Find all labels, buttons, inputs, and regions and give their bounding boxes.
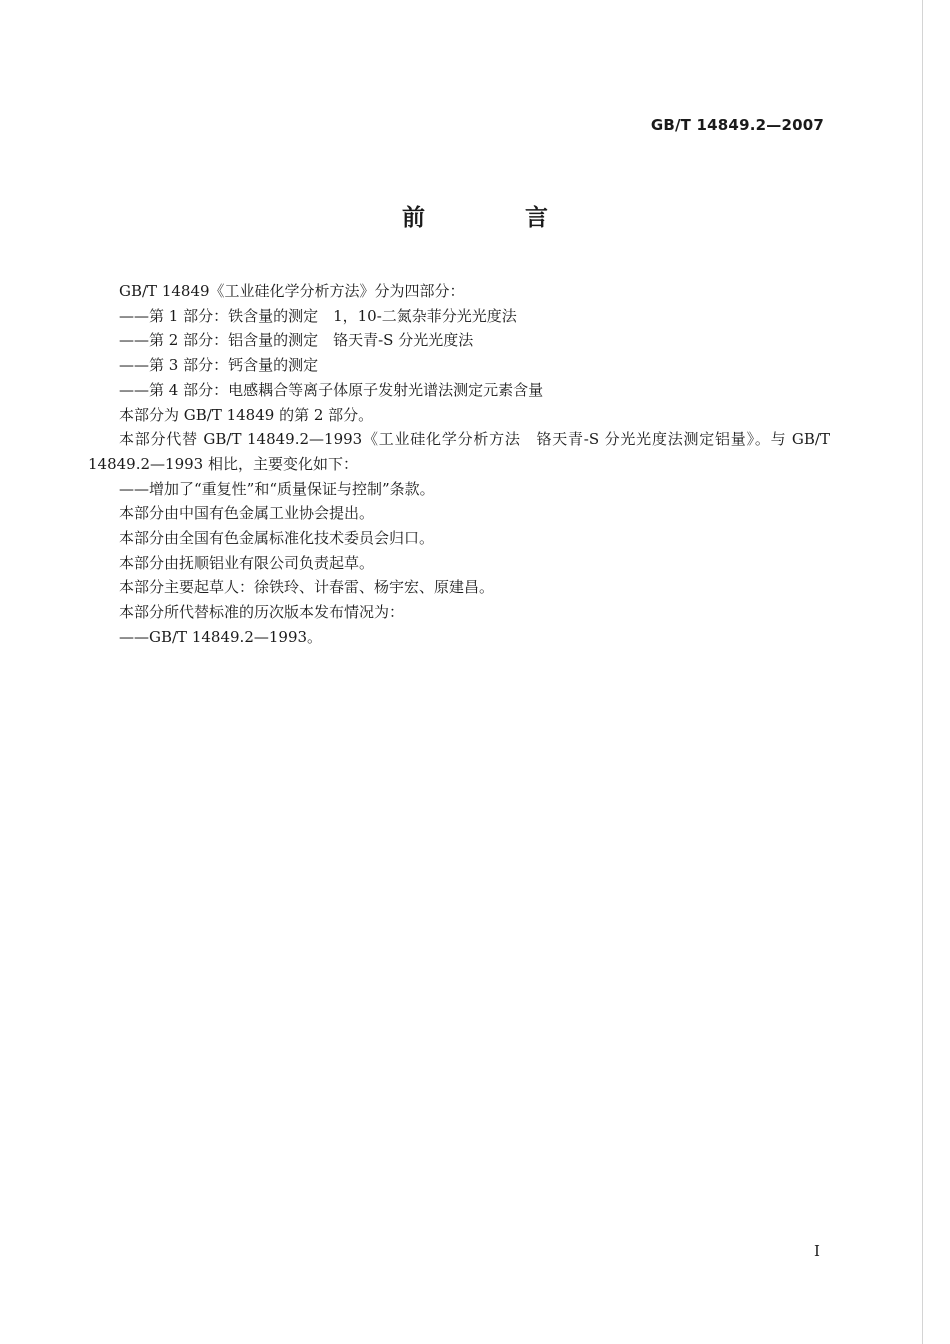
list-item-part-1: ——第 1 部分：铁含量的测定 1，10-二氮杂菲分光光度法 xyxy=(119,306,517,325)
page-title: 前 言 xyxy=(401,205,594,231)
list-item-part-3: ——第 3 部分：钙含量的测定 xyxy=(119,356,319,375)
list-item-part-2: ——第 2 部分：铝含量的测定 铬天青-S 分光光度法 xyxy=(119,331,474,350)
paragraph-intro: GB/T 14849《工业硅化学分析方法》分为四部分： xyxy=(119,282,465,300)
page-number: I xyxy=(814,1242,820,1260)
document-code: GB/T 14849.2—2007 xyxy=(650,116,824,134)
foreword-body xyxy=(88,279,830,650)
paragraph-proposed-by: 本部分由中国有色金属工业协会提出。 xyxy=(119,504,375,523)
list-item-part-4: ——第 4 部分：电感耦合等离子体原子发射光谱法测定元素含量 xyxy=(119,380,544,399)
paragraph-drafters: 本部分主要起草人：徐铁玲、计春雷、杨宇宏、原建昌。 xyxy=(119,578,495,597)
paragraph-this-part: 本部分为 GB/T 14849 的第 2 部分。 xyxy=(119,405,374,424)
paragraph-drafted-by: 本部分由抚顺铝业有限公司负责起草。 xyxy=(119,553,375,572)
list-item-change: ——增加了“重复性”和“质量保证与控制”条款。 xyxy=(119,479,435,498)
paragraph-centralized-by: 本部分由全国有色金属标准化技术委员会归口。 xyxy=(119,529,435,548)
paragraph-history: 本部分所代替标准的历次版本发布情况为： xyxy=(119,603,405,622)
paragraph-replaces: 本部分代替 GB/T 14849.2—1993《工业硅化学分析方法 铬天青-S 分光光度法测定铝量》。与 GB/T 14849.2—1993 相比，主要变化如下： xyxy=(88,430,830,473)
list-item-history: ——GB/T 14849.2—1993。 xyxy=(119,627,323,646)
